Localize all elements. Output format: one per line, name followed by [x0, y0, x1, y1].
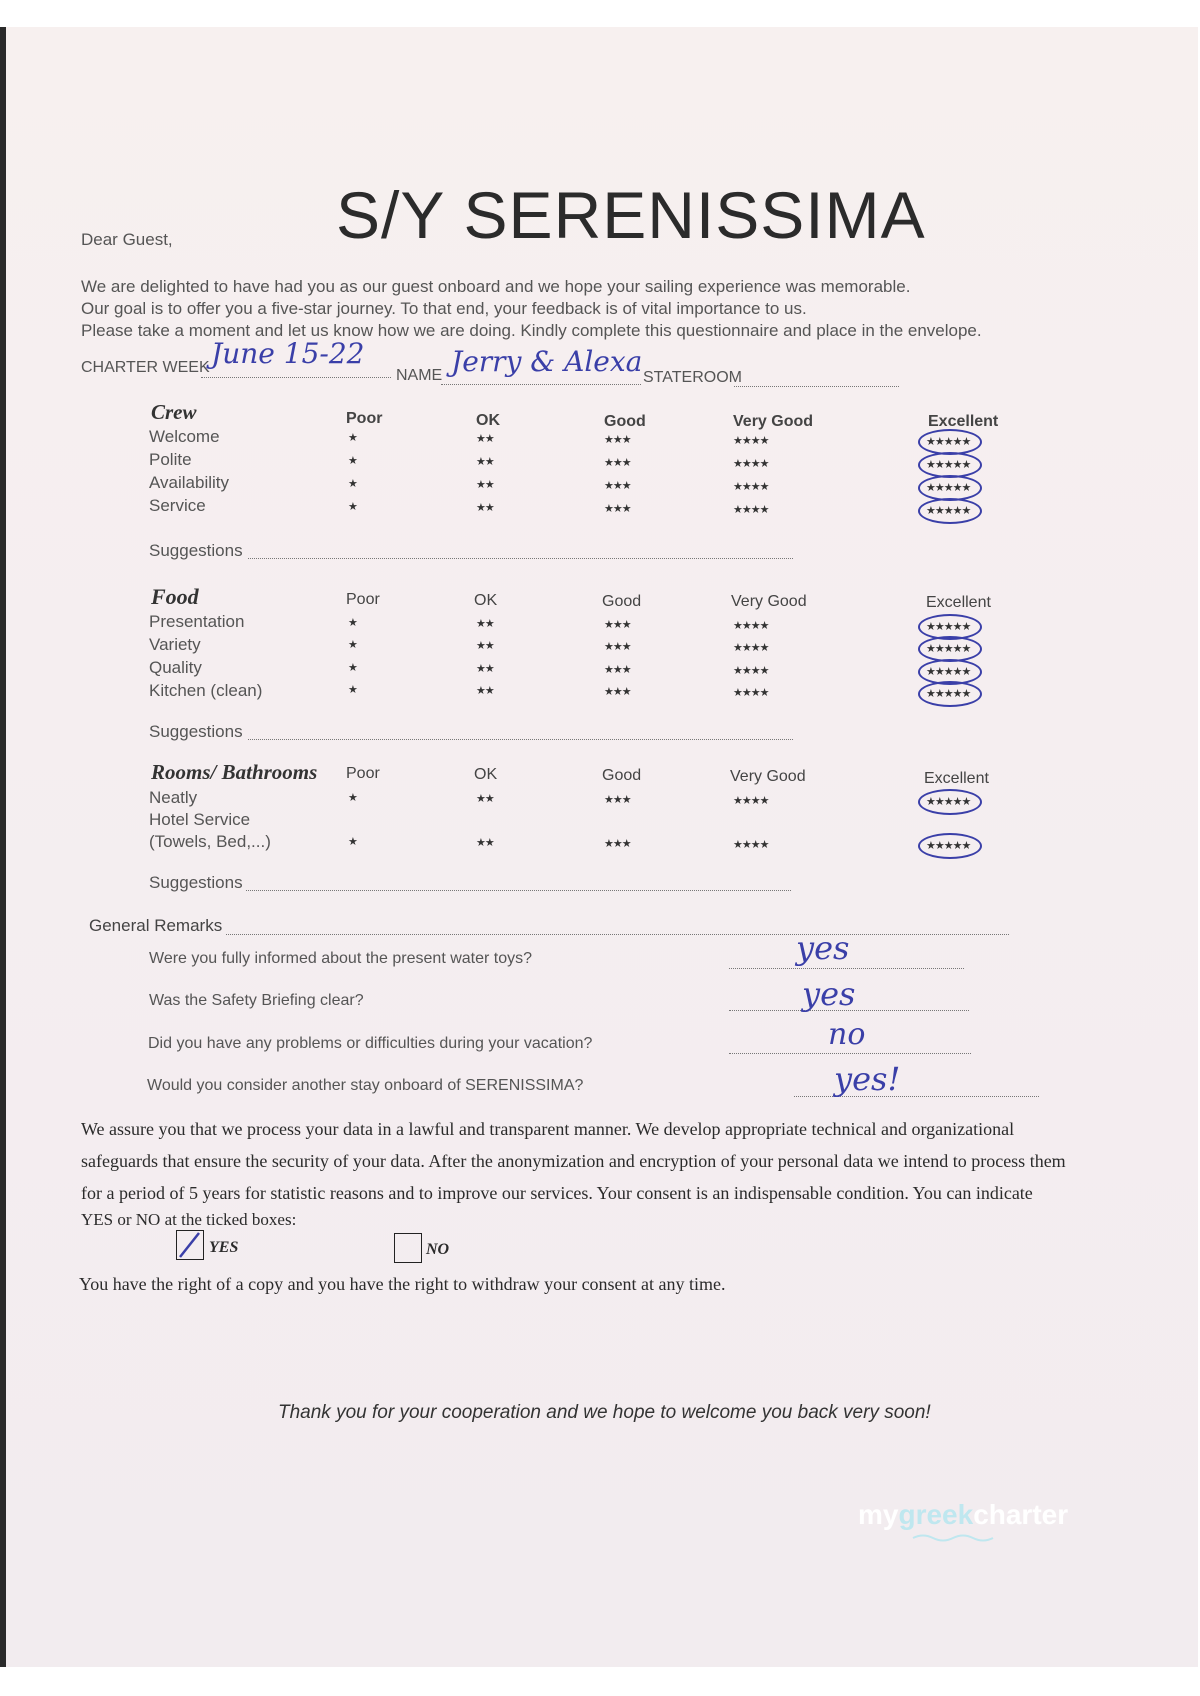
general-remarks-field[interactable]	[226, 934, 1009, 935]
question-label: Were you fully informed about the present water toys?	[149, 950, 533, 967]
header-very-good: Very Good	[731, 593, 807, 610]
rating-option[interactable]: ★★★★	[733, 504, 769, 516]
rating-option[interactable]: ★★	[476, 502, 494, 514]
rating-option[interactable]: ★★★★★	[926, 482, 971, 494]
rating-option[interactable]: ★★★★★	[926, 436, 971, 448]
food-row-label: Presentation	[149, 612, 245, 631]
rating-option[interactable]: ★★★★★	[926, 796, 971, 808]
consent-no-label: NO	[426, 1241, 450, 1258]
rating-option[interactable]: ★★	[476, 837, 494, 849]
page-title: S/Y SERENISSIMA	[336, 178, 926, 252]
question-label: Did you have any problems or difficulties during your vacation?	[148, 1035, 593, 1052]
section-title-rooms: Rooms/ Bathrooms	[151, 760, 318, 784]
rating-option[interactable]: ★	[348, 455, 357, 467]
question-label: Was the Safety Briefing clear?	[149, 992, 364, 1009]
header-excellent: Excellent	[926, 594, 991, 611]
rooms-row-label: (Towels, Bed,...)	[149, 832, 271, 851]
header-poor: Poor	[346, 591, 380, 608]
header-poor: Poor	[346, 410, 383, 427]
name-label: NAME	[396, 367, 443, 384]
rating-option[interactable]: ★★	[476, 456, 494, 468]
answer-value[interactable]: yes!	[834, 1060, 901, 1098]
selected-rating-circle	[918, 833, 982, 859]
rating-option[interactable]: ★★★★★	[926, 840, 971, 852]
rating-option[interactable]: ★★★	[604, 503, 631, 515]
answer-value[interactable]: yes	[796, 929, 850, 967]
rating-option[interactable]: ★★★★	[733, 665, 769, 677]
rating-option[interactable]: ★★★★★	[926, 459, 971, 471]
crew-row-label: Welcome	[149, 427, 220, 446]
rating-option[interactable]: ★★★★	[733, 481, 769, 493]
crew-row-label: Availability	[149, 473, 230, 492]
rating-option[interactable]: ★★	[476, 793, 494, 805]
intro-line-2: Our goal is to offer you a five-star journey. To that end, your feedback is of vital importance to us.	[81, 299, 807, 318]
rating-option[interactable]: ★★★	[604, 664, 631, 676]
rating-option[interactable]: ★★★★	[733, 435, 769, 447]
consent-rights: You have the right of a copy and you have the right to withdraw your consent at any time.	[79, 1274, 726, 1294]
general-remarks-label: General Remarks	[89, 916, 223, 935]
rating-option[interactable]: ★★★★	[733, 620, 769, 632]
rating-option[interactable]: ★★★★	[733, 642, 769, 654]
rating-option[interactable]: ★★★	[604, 794, 631, 806]
wave-icon	[911, 1533, 1001, 1543]
watermark-logo: mygreekcharter	[858, 1499, 1069, 1530]
rating-option[interactable]: ★★★	[604, 641, 631, 653]
rating-option[interactable]: ★	[348, 684, 357, 696]
selected-rating-circle	[918, 789, 982, 815]
rating-option[interactable]: ★	[348, 432, 357, 444]
rating-option[interactable]: ★★	[476, 479, 494, 491]
rooms-row-label: Hotel Service	[149, 810, 251, 829]
consent-yes-label: YES	[209, 1239, 239, 1256]
header-good: Good	[604, 413, 646, 430]
consent-line-4: YES or NO at the ticked boxes:	[81, 1210, 297, 1229]
header-excellent: Excellent	[924, 770, 989, 787]
charter-week-value[interactable]: June 15-22	[211, 337, 365, 370]
header-ok: OK	[474, 592, 498, 609]
rating-option[interactable]: ★★	[476, 640, 494, 652]
consent-line-1: We assure you that we process your data in a lawful and transparent manner. We develop appropriate technical and organizational	[81, 1119, 1015, 1139]
greeting: Dear Guest,	[81, 230, 173, 249]
thank-you-note: Thank you for your cooperation and we hope to welcome you back very soon!	[278, 1402, 931, 1423]
food-suggestions-label: Suggestions	[149, 722, 243, 741]
food-row-label: Kitchen (clean)	[149, 681, 263, 700]
crew-suggestions-field[interactable]	[248, 558, 793, 559]
charter-week-label: CHARTER WEEK	[81, 359, 210, 376]
rating-option[interactable]: ★	[348, 639, 357, 651]
intro-line-3: Please take a moment and let us know how we are doing. Kindly complete this questionnaire and place in the envelope.	[81, 321, 982, 340]
rating-option[interactable]: ★	[348, 478, 357, 490]
header-very-good: Very Good	[733, 413, 814, 430]
rooms-suggestions-field[interactable]	[246, 890, 791, 891]
rating-option[interactable]: ★	[348, 792, 357, 804]
checkmark-icon	[177, 1231, 203, 1259]
rating-option[interactable]: ★★★★★	[926, 666, 971, 678]
rating-option[interactable]: ★	[348, 617, 357, 629]
rating-option[interactable]: ★	[348, 501, 357, 513]
rating-option[interactable]: ★★★★★	[926, 688, 971, 700]
crew-row-label: Polite	[149, 450, 192, 469]
stateroom-field[interactable]	[734, 386, 899, 387]
name-value[interactable]: Jerry & Alexa	[451, 345, 643, 378]
header-good: Good	[602, 767, 642, 784]
food-row-label: Quality	[149, 658, 202, 677]
food-suggestions-field[interactable]	[248, 739, 793, 740]
consent-line-3: for a period of 5 years for statistic reasons and to improve our services. Your consent is an indispensable condition. You can indicate	[81, 1183, 1033, 1203]
food-row-label: Variety	[149, 635, 201, 654]
questionnaire-page	[0, 27, 1198, 1667]
answer-value[interactable]: yes	[802, 975, 856, 1013]
rating-option[interactable]: ★★	[476, 685, 494, 697]
crew-row-label: Service	[149, 496, 206, 515]
rating-option[interactable]: ★★★	[604, 434, 631, 446]
consent-yes-checkbox[interactable]	[176, 1230, 204, 1260]
header-poor: Poor	[346, 765, 380, 782]
rooms-row-label: Neatly	[149, 788, 198, 807]
header-ok: OK	[476, 412, 500, 429]
selected-rating-circle	[918, 681, 982, 707]
rating-option[interactable]: ★★	[476, 433, 494, 445]
rating-option[interactable]: ★★	[476, 618, 494, 630]
section-title-food: Food	[151, 584, 199, 609]
rating-option[interactable]: ★★★	[604, 838, 631, 850]
header-good: Good	[602, 593, 642, 610]
answer-value[interactable]: no	[828, 1017, 866, 1052]
section-title-crew: Crew	[151, 400, 197, 424]
rating-option[interactable]: ★★★	[604, 686, 631, 698]
header-ok: OK	[474, 766, 498, 783]
rating-option[interactable]: ★★★★★	[926, 621, 971, 633]
rating-option[interactable]: ★★★	[604, 457, 631, 469]
intro-line-1: We are delighted to have had you as our guest onboard and we hope your sailing experience was memorable.	[81, 277, 911, 296]
selected-rating-circle	[918, 498, 982, 524]
question-label: Would you consider another stay onboard of SERENISSIMA?	[147, 1077, 584, 1094]
rating-option[interactable]: ★★★★	[733, 839, 769, 851]
stateroom-label: STATEROOM	[643, 369, 742, 386]
crew-suggestions-label: Suggestions	[149, 541, 243, 560]
consent-line-2: safeguards that ensure the security of your data. After the anonymization and encryption of your personal data we intend to process them	[81, 1151, 1066, 1171]
rating-option[interactable]: ★	[348, 662, 357, 674]
rating-option[interactable]: ★★	[476, 663, 494, 675]
rating-option[interactable]: ★★★	[604, 480, 631, 492]
header-very-good: Very Good	[730, 768, 806, 785]
rating-option[interactable]: ★★★★★	[926, 505, 971, 517]
consent-no-checkbox[interactable]	[394, 1233, 422, 1263]
rating-option[interactable]: ★★★	[604, 619, 631, 631]
rooms-suggestions-label: Suggestions	[149, 873, 243, 892]
rating-option[interactable]: ★★★★	[733, 795, 769, 807]
rating-option[interactable]: ★★★★	[733, 687, 769, 699]
rating-option[interactable]: ★★★★	[733, 458, 769, 470]
header-excellent: Excellent	[928, 413, 999, 430]
rating-option[interactable]: ★★★★★	[926, 643, 971, 655]
rating-option[interactable]: ★	[348, 836, 357, 848]
